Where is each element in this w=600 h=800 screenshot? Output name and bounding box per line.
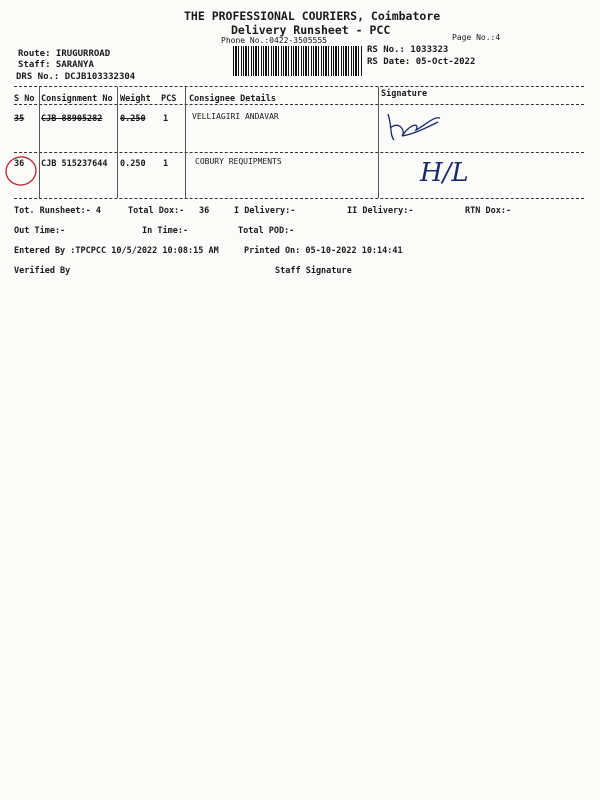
out-time: Out Time:- [14,226,66,236]
table-top-line [14,86,584,87]
table-header-line [14,104,584,105]
total-pod: Total POD:- [238,226,295,236]
col-sno: S No [14,94,35,104]
staff-label: Staff: SARANYA [18,60,94,70]
col-signature: Signature [381,89,428,99]
in-time: In Time:- [142,226,189,236]
tot-runsheet: Tot. Runsheet:- 4 [14,206,101,216]
row2-pcs: 1 [163,159,169,169]
phone-number: Phone No.:0422-3505555 [221,36,327,45]
ii-delivery: II Delivery:- [347,206,414,216]
col-divider [378,87,379,198]
col-consignee: Consignee Details [189,94,276,104]
barcode [233,46,363,76]
row2-consignment: CJB 515237644 [41,159,108,169]
row2-weight: 0.250 [120,159,146,169]
col-divider [185,87,186,198]
rs-date: RS Date: 05-Oct-2022 [367,57,476,67]
row2-signature: H/L [420,158,469,188]
col-divider [117,87,118,198]
row-separator [14,152,584,153]
row2-sno: 36 [14,159,25,169]
row1-signature [380,106,460,146]
verified-by: Verified By [14,266,71,276]
col-pcs: PCS [161,94,177,104]
printed-on: Printed On: 05-10-2022 10:14:41 [244,246,403,256]
row1-weight: 0.250 [120,114,146,124]
rs-number: RS No.: 1033323 [367,45,449,55]
row2-consignee: COBURY REQUIPMENTS [195,157,282,166]
row1-consignment: CJB 88905282 [41,114,103,124]
drs-number: DRS No.: DCJB103332304 [16,72,136,82]
entered-by: Entered By :TPCPCC 10/5/2022 10:08:15 AM [14,246,219,256]
row1-consignee: VELLIAGIRI ANDAVAR [192,112,279,121]
table-bottom-line [14,198,584,199]
page-number: Page No.:4 [452,33,501,42]
route-label: Route: IRUGURROAD [18,49,111,59]
total-dox-label: Total Dox:- [128,206,185,216]
staff-signature: Staff Signature [275,266,352,276]
runsheet-subtitle: Delivery Runsheet - PCC [231,23,391,37]
col-weight: Weight [120,94,151,104]
rtn-dox: RTN Dox:- [465,206,512,216]
row1-pcs: 1 [163,114,169,124]
company-title: THE PROFESSIONAL COURIERS, Coimbatore [184,9,441,23]
col-consignment: Consignment No [41,94,113,104]
row1-sno: 35 [14,114,25,124]
total-dox-value: 36 [199,206,210,216]
i-delivery: I Delivery:- [234,206,296,216]
